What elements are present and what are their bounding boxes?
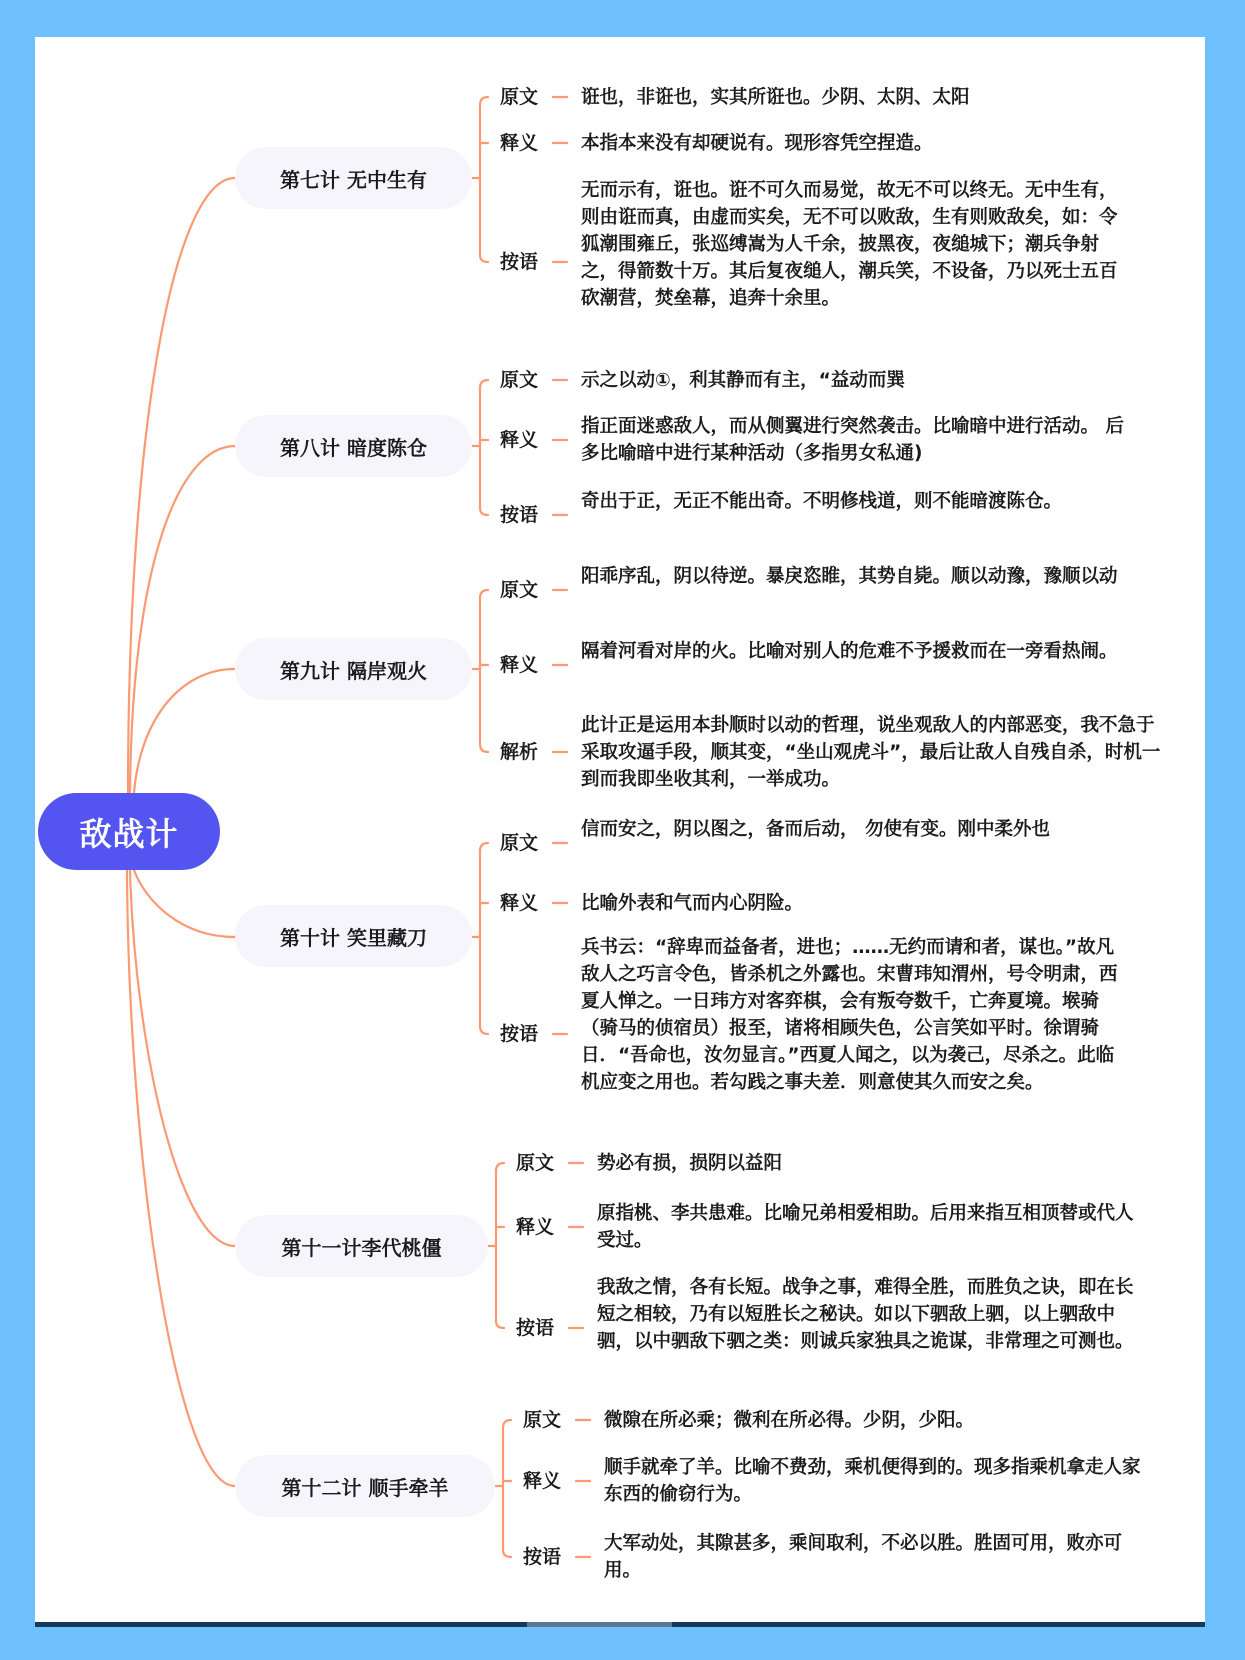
leaf-text[interactable]: 示之以动①，利其静而有主，“益动而巽 bbox=[581, 370, 905, 391]
topic-label: 第七计 无中生有 bbox=[280, 167, 427, 192]
leaf-label-anyu[interactable]: 按语 bbox=[500, 1023, 539, 1045]
topic-node-10[interactable] bbox=[235, 905, 472, 967]
topic-label: 第十计 笑里藏刀 bbox=[280, 925, 427, 950]
leaf-text[interactable]: 比喻外表和气而内心阴险。 bbox=[581, 893, 804, 914]
leaf-text[interactable]: 阳乖序乱，阴以待逆。暴戾恣睢，其势自毙。顺以动豫，豫顺以动 bbox=[581, 566, 1118, 587]
leaf-text[interactable]: 兵书云：“辞卑而益备者，进也；……无约而请和者，谋也。”故凡敌人之巧言令色，皆杀机之外露也。宋曹玮知渭州，号令明肃，西夏人惮之。一日玮方对客弈棋，会有叛夸数千，亡奔夏境。堠骑（骑马的侦宿员）报至，诸将相顾失色，公言笑如平时。徐谓骑日．“吾命也，汝勿显言。”西夏人闻之，以为袭己，尽杀之。此临机应变之用也。若勾践之事夫差．则意使其久而安之矣。 bbox=[581, 937, 1118, 1093]
leaf-label-anyu[interactable]: 按语 bbox=[500, 504, 539, 526]
leaf-label-yuanwen[interactable]: 原文 bbox=[500, 369, 539, 391]
leaf-text[interactable]: 无而示有，诳也。诳不可久而易觉，故无不可以终无。无中生有，则由诳而真，由虚而实矣，无不可以败敌，生有则败敌矣，如：令狐潮围雍丘，张巡缚嵩为人千余，披黑夜，夜缒城下；潮兵争射之，得箭数十万。其后复夜缒人，潮兵笑，不设备，乃以死士五百砍潮营，焚垒幕，追奔十余里。 bbox=[581, 180, 1118, 309]
leaf-label-anyu[interactable]: 按语 bbox=[516, 1317, 555, 1339]
root-label: 敌战计 bbox=[79, 814, 179, 853]
leaf-label-shiyi[interactable]: 释义 bbox=[500, 654, 539, 676]
leaf-text[interactable]: 势必有损，损阴以益阳 bbox=[597, 1153, 783, 1174]
leaf-label-shiyi[interactable]: 释义 bbox=[500, 892, 539, 914]
topic-label: 第十二计 顺手牵羊 bbox=[281, 1475, 449, 1500]
topic-node-7[interactable] bbox=[235, 147, 472, 209]
leaf-label-yuanwen[interactable]: 原文 bbox=[523, 1409, 562, 1431]
leaf-text[interactable]: 诳也，非诳也，实其所诳也。少阴、太阴、太阳 bbox=[581, 87, 970, 108]
leaf-label-anyu[interactable]: 按语 bbox=[523, 1546, 562, 1568]
leaf-label-shiyi[interactable]: 释义 bbox=[523, 1470, 562, 1492]
leaf-label-shiyi[interactable]: 释义 bbox=[500, 429, 539, 451]
leaf-text[interactable]: 顺手就牵了羊。比喻不费劲，乘机便得到的。现多指乘机拿走人家东西的偷窃行为。 bbox=[604, 1457, 1141, 1505]
leaf-label-yuanwen[interactable]: 原文 bbox=[516, 1152, 555, 1174]
leaf-label-shiyi[interactable]: 释义 bbox=[516, 1216, 555, 1238]
leaf-text[interactable]: 信而安之，阴以图之，备而后动， 勿使有变。刚中柔外也 bbox=[581, 819, 1050, 840]
root-node[interactable] bbox=[38, 793, 220, 870]
topic-label: 第十一计李代桃僵 bbox=[281, 1235, 442, 1260]
topic-node-11[interactable] bbox=[235, 1215, 488, 1277]
scrollbar-thumb[interactable] bbox=[527, 1622, 672, 1627]
topic-node-8[interactable] bbox=[235, 415, 472, 477]
leaf-text[interactable]: 隔着河看对岸的火。比喻对别人的危难不予援救而在一旁看热闹。 bbox=[581, 641, 1118, 662]
topic-node-9[interactable] bbox=[235, 638, 472, 700]
leaf-text[interactable]: 奇出于正，无正不能出奇。不明修栈道，则不能暗渡陈仓。 bbox=[581, 491, 1063, 512]
leaf-label-shiyi[interactable]: 释义 bbox=[500, 132, 539, 154]
topic-node-12[interactable] bbox=[235, 1455, 495, 1517]
topic-label: 第八计 暗度陈仓 bbox=[280, 435, 427, 460]
leaf-text[interactable]: 此计正是运用本卦顺时以动的哲理，说坐观敌人的内部恶变，我不急于采取攻逼手段，顺其变，“坐山观虎斗”，最后让敌人自残自杀，时机一到而我即坐收其利，一举成功。 bbox=[581, 715, 1161, 790]
horizontal-scrollbar[interactable] bbox=[35, 1622, 1205, 1627]
leaf-text[interactable]: 大军动处，其隙甚多，乘间取利，不必以胜。胜固可用，败亦可用。 bbox=[604, 1533, 1123, 1581]
leaf-text[interactable]: 指正面迷惑敌人，而从侧翼进行突然袭击。比喻暗中进行活动。 后多比喻暗中进行某种活动（多指男女私通) bbox=[581, 416, 1124, 464]
leaf-label-yuanwen[interactable]: 原文 bbox=[500, 579, 539, 601]
leaf-text[interactable]: 我敌之情，各有长短。战争之事，难得全胜，而胜负之诀，即在长短之相较，乃有以短胜长之秘诀。如以下驷敌上驷，以上驷敌中驷，以中驷敌下驷之类：则诚兵家独具之诡谋，非常理之可测也。 bbox=[597, 1277, 1134, 1352]
leaf-text[interactable]: 原指桃、李共患难。比喻兄弟相爱相助。后用来指互相顶替或代人受过。 bbox=[597, 1203, 1134, 1251]
leaf-label-yuanwen[interactable]: 原文 bbox=[500, 832, 539, 854]
leaf-label-jiexi[interactable]: 解析 bbox=[500, 741, 539, 763]
leaf-label-anyu[interactable]: 按语 bbox=[500, 251, 539, 273]
leaf-label-yuanwen[interactable]: 原文 bbox=[500, 86, 539, 108]
leaf-text[interactable]: 本指本来没有却硬说有。现形容凭空捏造。 bbox=[581, 133, 933, 154]
leaf-text[interactable]: 微隙在所必乘；微利在所必得。少阴，少阳。 bbox=[604, 1410, 975, 1431]
topic-label: 第九计 隔岸观火 bbox=[280, 658, 427, 683]
